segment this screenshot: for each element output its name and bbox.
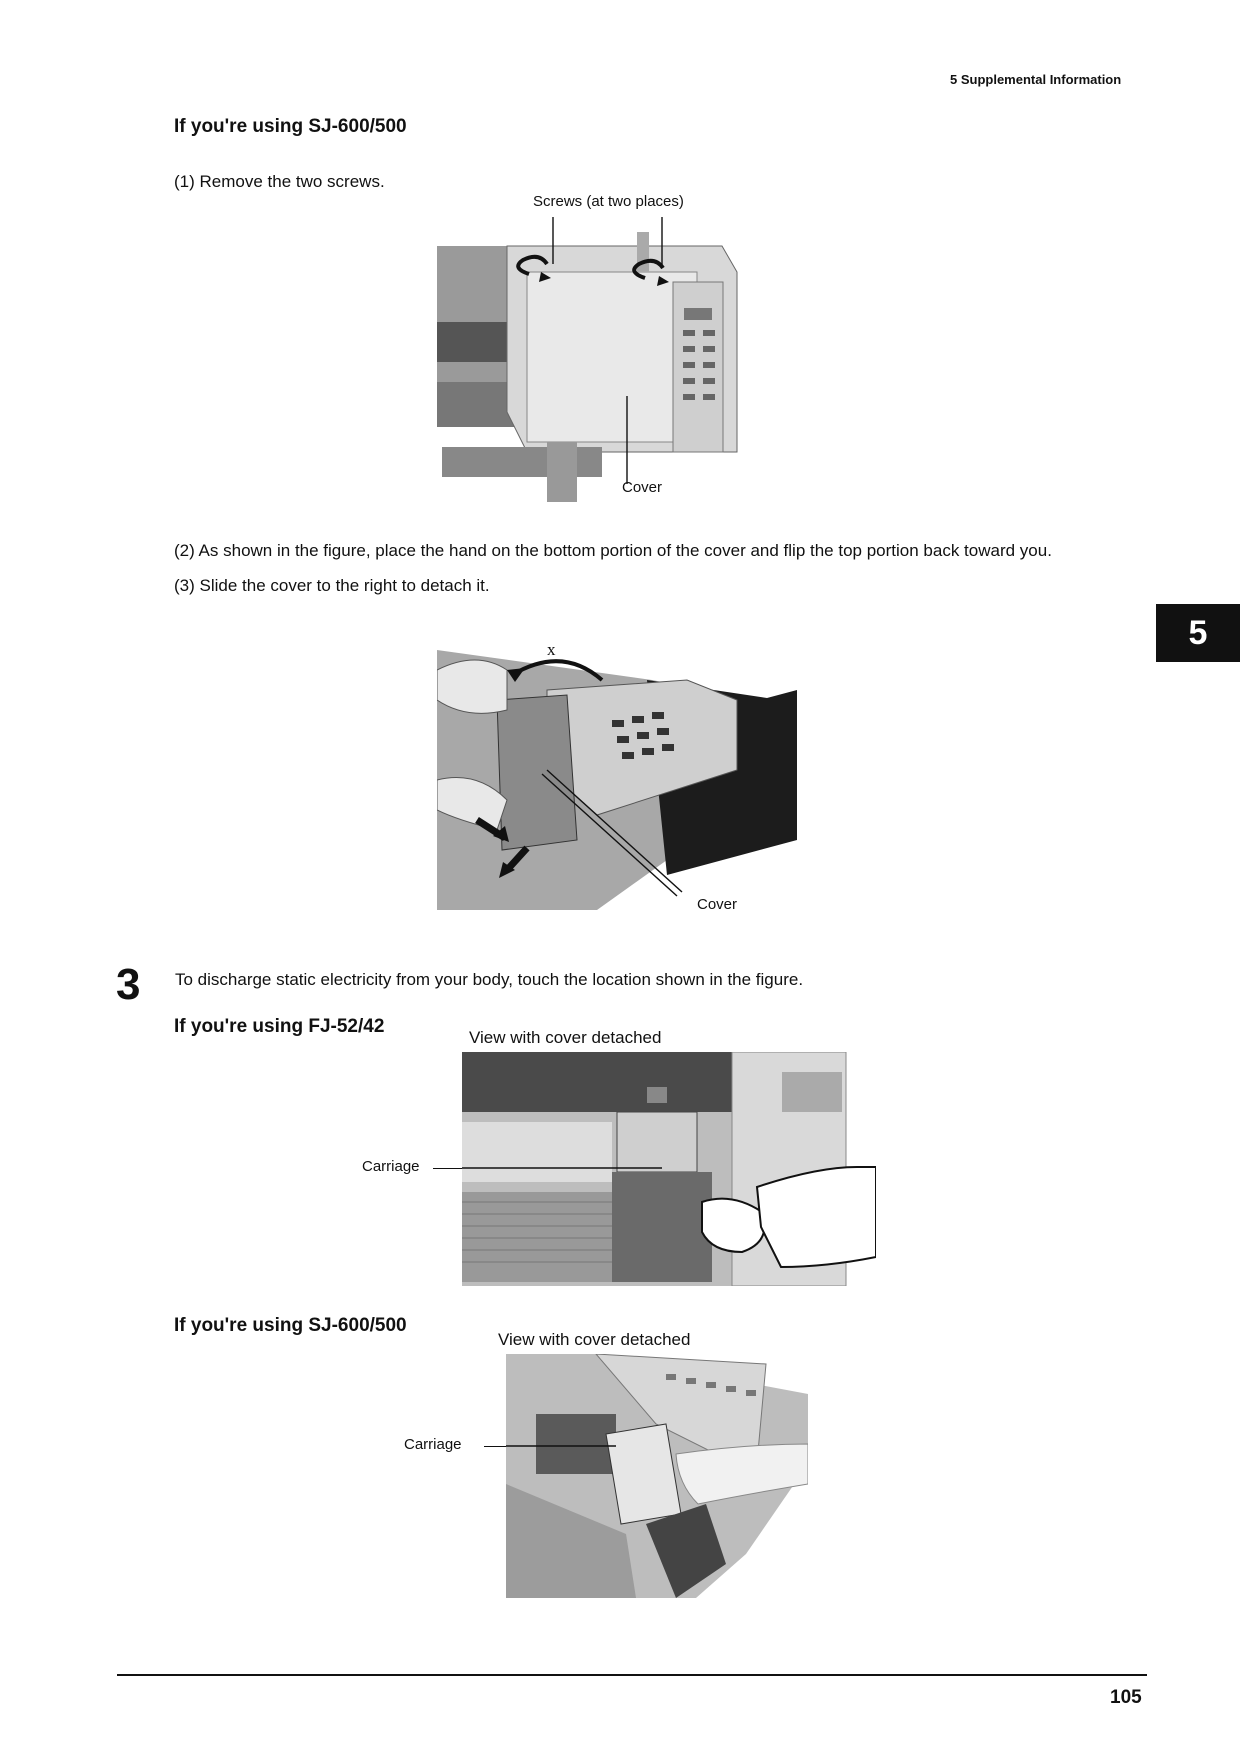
chapter-tab: 5 <box>1156 604 1240 662</box>
figure-fj-carriage <box>462 1052 876 1286</box>
sj-carriage-label: Carriage <box>404 1436 462 1453</box>
fj-carriage-leader <box>433 1168 462 1169</box>
step-3-number: 3 <box>116 960 141 1009</box>
step-1-text: (1) Remove the two screws. <box>174 172 385 191</box>
step-3-text: (3) Slide the cover to the right to detach it. <box>174 576 490 595</box>
step-3-instruction: To discharge static electricity from your body, touch the location shown in the figure. <box>175 970 804 989</box>
footer-rule <box>117 1674 1147 1676</box>
screws-label: Screws (at two places) <box>533 193 684 210</box>
fj-view-label: View with cover detached <box>469 1028 662 1047</box>
running-header: 5 Supplemental Information <box>950 72 1122 87</box>
sj-cover-heading: If you're using SJ-600/500 <box>174 116 407 137</box>
sj-heading: If you're using SJ-600/500 <box>174 1315 407 1336</box>
sj-view-label: View with cover detached <box>498 1330 691 1349</box>
figure-sj-carriage <box>506 1354 808 1598</box>
rotation-mark: x <box>547 640 556 659</box>
fj-heading: If you're using FJ-52/42 <box>174 1016 385 1037</box>
fj-carriage-label: Carriage <box>362 1158 420 1175</box>
cover-label-2: Cover <box>697 896 738 913</box>
page-number: 105 <box>1110 1687 1142 1708</box>
cover-label-1: Cover <box>622 479 663 496</box>
figure-screws-cover <box>437 212 747 504</box>
figure-detach-cover <box>437 640 797 910</box>
sj-carriage-leader <box>484 1446 506 1447</box>
step-2-text: (2) As shown in the figure, place the hand on the bottom portion of the cover and flip the top portion back toward you. <box>174 541 1052 560</box>
